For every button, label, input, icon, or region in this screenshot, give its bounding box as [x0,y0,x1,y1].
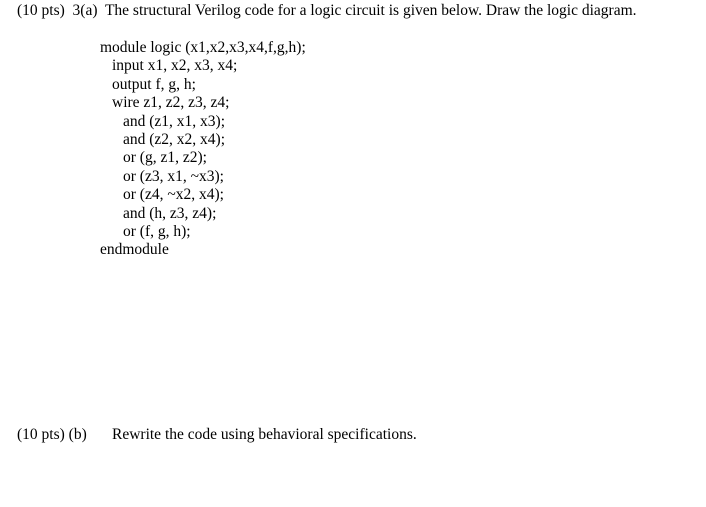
code-line: and (z1, x1, x3); [123,112,226,130]
code-line: or (g, z1, z2); [123,149,207,167]
code-line: and (h, z3, z4); [123,204,217,222]
code-line: wire z1, z2, z3, z4; [112,94,230,112]
code-line: output f, g, h; [112,75,196,93]
question-b-points: (10 pts) (b) [17,426,87,443]
code-line: or (f, g, h); [123,222,191,240]
question-a-prompt: (10 pts) 3(a) The structural Verilog code for a logic circuit is given below. Draw the logic diagram. [17,2,637,19]
question-b-prompt: Rewrite the code using behavioral specifications. [112,426,417,443]
code-line: or (z3, x1, ~x3); [123,167,224,185]
code-line: endmodule [100,241,169,259]
code-line: or (z4, ~x2, x4); [123,186,224,204]
code-line: and (z2, x2, x4); [123,130,226,148]
code-line: module logic (x1,x2,x3,x4,f,g,h); [100,39,306,56]
verilog-code-block [100,39,306,260]
code-line: input x1, x2, x3, x4; [112,57,238,75]
